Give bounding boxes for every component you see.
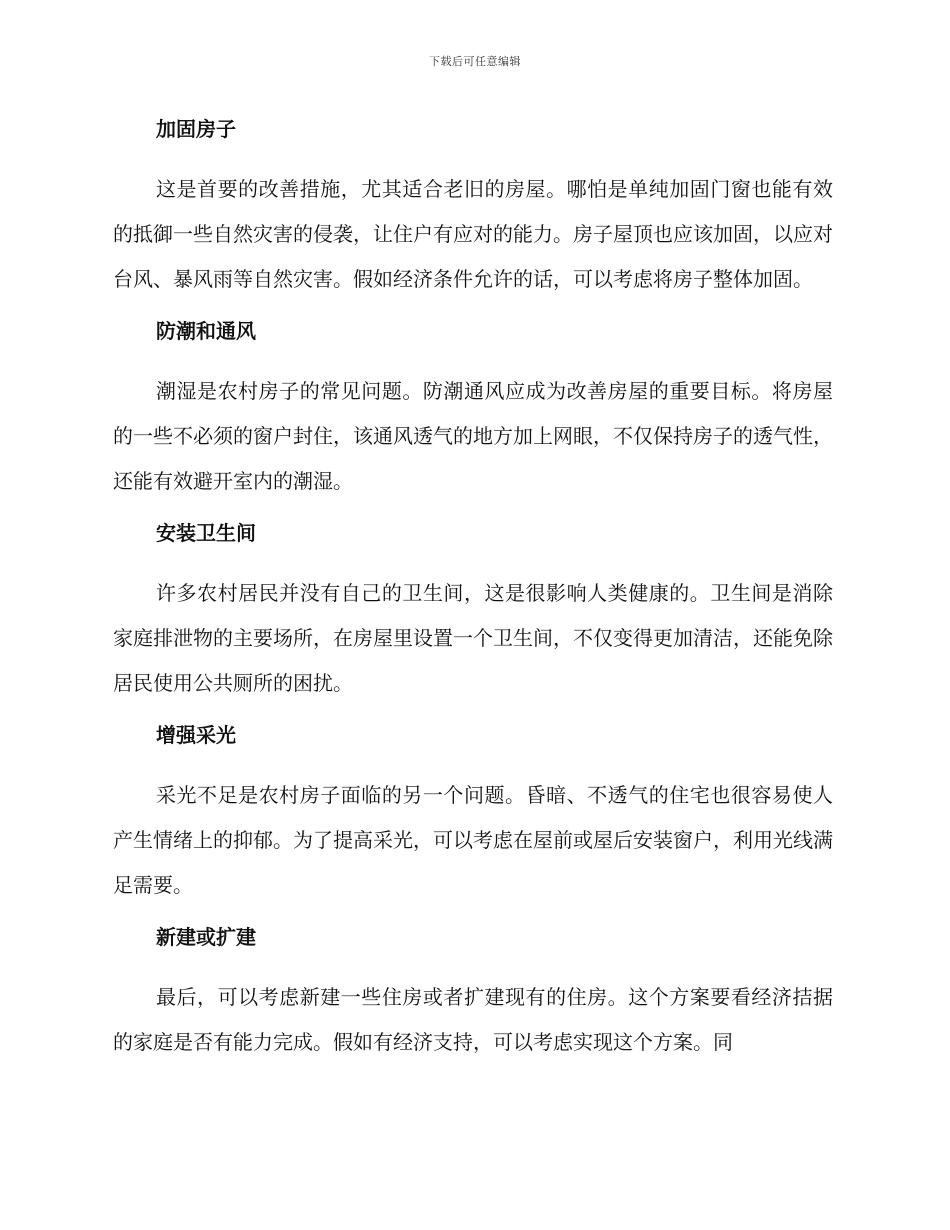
section-paragraph: 这是首要的改善措施，尤其适合老旧的房屋。哪怕是单纯加固门窗也能有效的抵御一些自然灾害的侵袭，让住户有应对的能力。房子屋顶也应该加固，以应对台风、暴风雨等自然灾害。假如经济条件允许的话，可以考虑将房子整体加固。: [113, 177, 833, 291]
section-heading: 增强采光: [156, 723, 236, 747]
section-paragraph: 许多农村居民并没有自己的卫生间，这是很影响人类健康的。卫生间是消除家庭排泄物的主要场所，在房屋里设置一个卫生间，不仅变得更加清洁，还能免除居民使用公共厕所的困扰。: [113, 581, 833, 695]
section-paragraph: 潮湿是农村房子的常见问题。防潮通风应成为改善房屋的重要目标。将房屋的一些不必须的窗户封住，该通风透气的地方加上网眼，不仅保持房子的透气性，还能有效避开室内的潮湿。: [113, 379, 833, 493]
page-header-note: 下载后可任意编辑: [429, 55, 521, 68]
section-paragraph: 最后，可以考虑新建一些住房或者扩建现有的住房。这个方案要看经济拮据的家庭是否有能力完成。假如有经济支持，可以考虑实现这个方案。同: [113, 985, 833, 1054]
section-heading: 加固房子: [156, 117, 236, 141]
document-body: [113, 113, 833, 1065]
section-heading: 新建或扩建: [156, 925, 256, 949]
section-paragraph: 采光不足是农村房子面临的另一个问题。昏暗、不透气的住宅也很容易使人产生情绪上的抑郁。为了提高采光，可以考虑在屋前或屋后安装窗户，利用光线满足需要。: [113, 783, 833, 897]
section-heading: 防潮和通风: [156, 319, 256, 343]
section-heading: 安装卫生间: [156, 521, 256, 545]
